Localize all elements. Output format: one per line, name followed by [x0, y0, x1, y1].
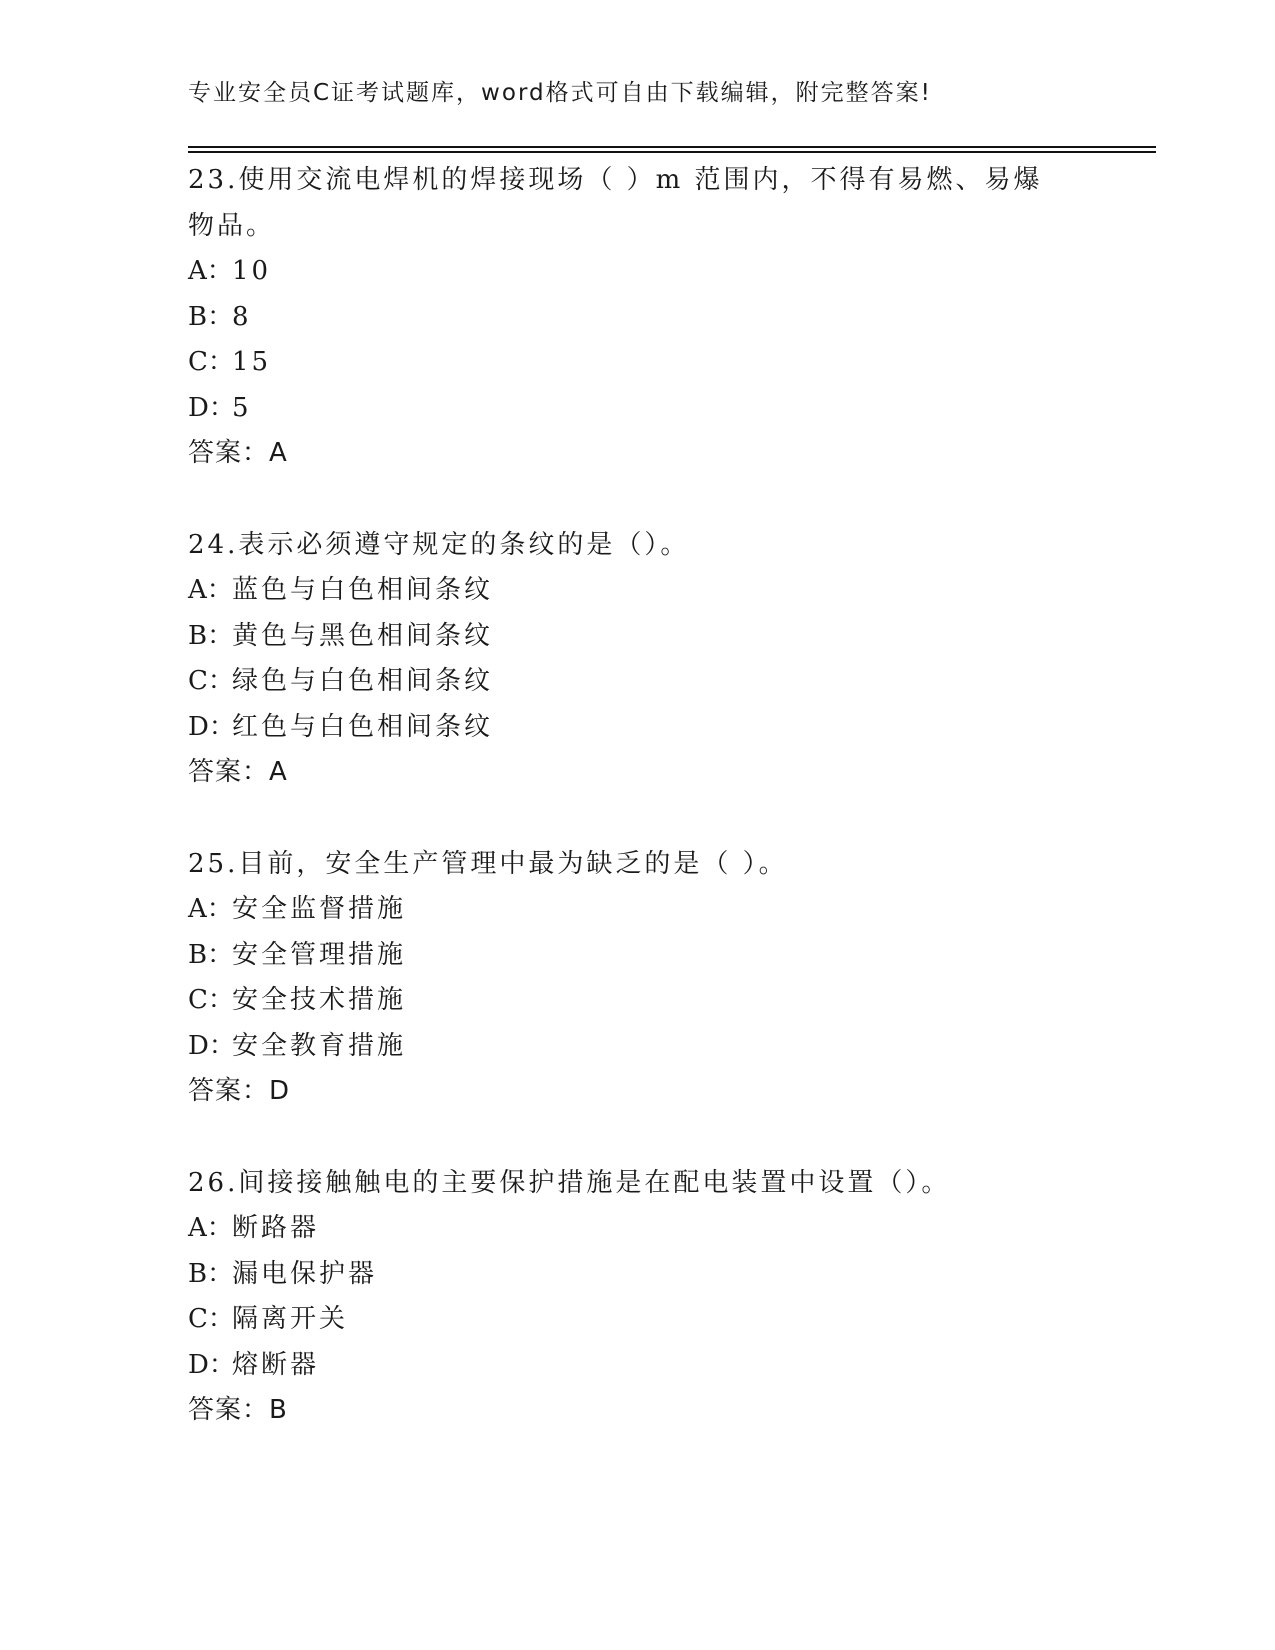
question-26 — [188, 1161, 1088, 1434]
option-text: 安全管理措施 — [232, 939, 407, 970]
question-24 — [188, 523, 1088, 796]
option-b — [188, 614, 1088, 660]
option-a — [188, 887, 1088, 933]
option-d — [188, 386, 1088, 432]
option-letter: D： — [188, 392, 235, 423]
header-divider-top — [188, 146, 1156, 148]
header-divider-bottom — [188, 151, 1156, 153]
option-text: 红色与白色相间条纹 — [232, 711, 494, 742]
answer: 答案：B — [188, 1395, 288, 1425]
question-stem-continuation: 物品。 — [188, 210, 276, 241]
option-c — [188, 1297, 1088, 1343]
option-text: 熔断器 — [232, 1349, 320, 1380]
option-letter: A： — [188, 256, 233, 286]
answer: 答案：A — [188, 757, 288, 787]
option-text: 5 — [232, 392, 252, 423]
option-text: 蓝色与白色相间条纹 — [232, 575, 494, 605]
option-text: 安全教育措施 — [232, 1030, 407, 1061]
option-letter: D： — [188, 1030, 235, 1061]
answer: 答案：A — [188, 438, 288, 468]
option-text: 8 — [232, 301, 252, 332]
option-c — [188, 340, 1088, 386]
option-letter: C： — [188, 666, 234, 696]
option-a — [188, 249, 1088, 295]
option-text: 断路器 — [232, 1213, 320, 1243]
question-stem: 24.表示必须遵守规定的条纹的是（）。 — [188, 529, 690, 560]
option-a — [188, 568, 1088, 614]
option-letter: B： — [188, 1258, 234, 1289]
question-23 — [188, 158, 1088, 477]
question-stem: 25.目前，安全生产管理中最为缺乏的是（ ）。 — [188, 848, 788, 879]
option-letter: C： — [188, 347, 234, 377]
option-letter: C： — [188, 1304, 234, 1334]
option-letter: A： — [188, 575, 233, 605]
option-b — [188, 933, 1088, 979]
option-letter: B： — [188, 301, 234, 332]
option-b — [188, 1252, 1088, 1298]
question-list — [188, 158, 1088, 1434]
page-header: 专业安全员C证考试题库，word格式可自由下载编辑，附完整答案! — [188, 80, 932, 106]
option-letter: A： — [188, 894, 233, 924]
option-text: 漏电保护器 — [232, 1258, 378, 1289]
question-stem: 23.使用交流电焊机的焊接现场（ ）m 范围内，不得有易燃、易爆 — [188, 165, 1043, 195]
option-d — [188, 1343, 1088, 1389]
option-a — [188, 1206, 1088, 1252]
option-c — [188, 978, 1088, 1024]
option-text: 安全监督措施 — [232, 894, 407, 924]
question-stem: 26.间接接触触电的主要保护措施是在配电装置中设置（）。 — [188, 1167, 951, 1198]
option-letter: D： — [188, 1349, 235, 1380]
option-letter: D： — [188, 711, 235, 742]
option-text: 安全技术措施 — [232, 985, 407, 1015]
option-text: 10 — [232, 256, 272, 286]
option-c — [188, 659, 1088, 705]
option-text: 黄色与黑色相间条纹 — [232, 620, 494, 651]
option-letter: A： — [188, 1213, 233, 1243]
option-letter: B： — [188, 939, 234, 970]
option-d — [188, 705, 1088, 751]
option-letter: B： — [188, 620, 234, 651]
option-d — [188, 1024, 1088, 1070]
option-text: 15 — [232, 347, 272, 377]
option-b — [188, 295, 1088, 341]
option-letter: C： — [188, 985, 234, 1015]
option-text: 绿色与白色相间条纹 — [232, 666, 494, 696]
question-25 — [188, 842, 1088, 1115]
option-text: 隔离开关 — [232, 1304, 349, 1334]
answer: 答案：D — [188, 1076, 291, 1106]
